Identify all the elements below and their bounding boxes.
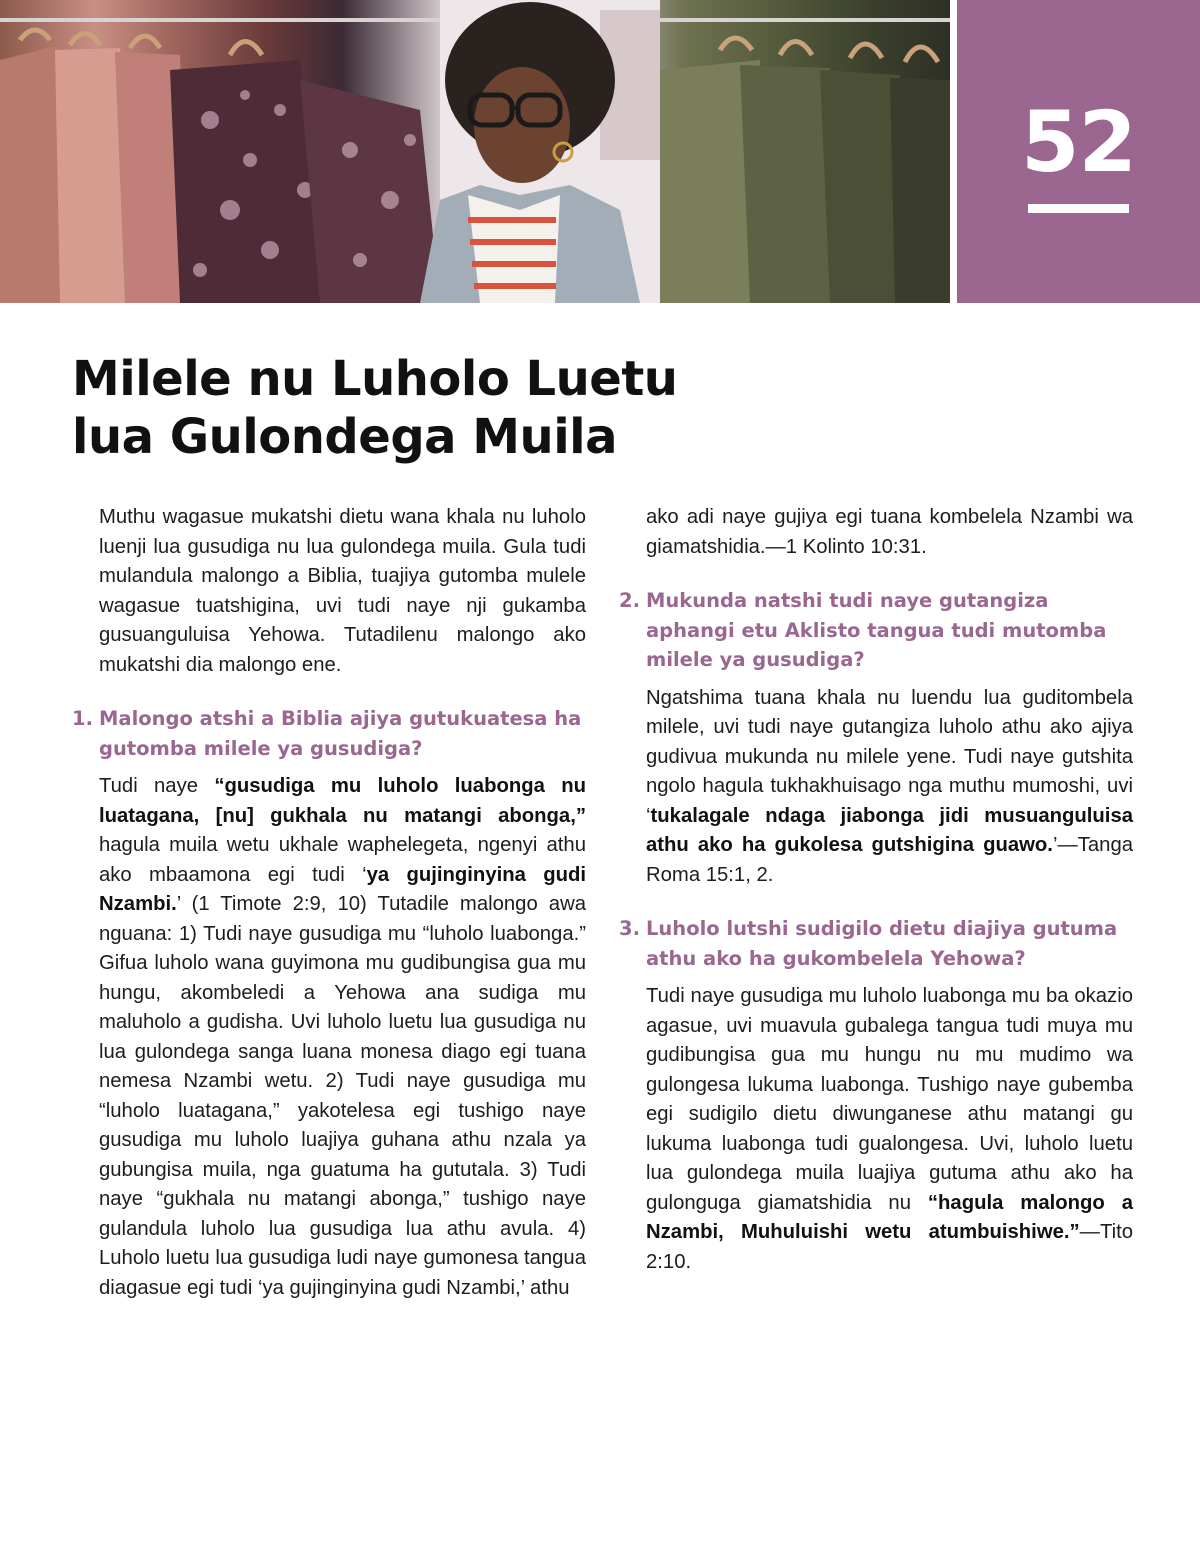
answer-1-continuation: ako adi naye gujiya egi tuana kombelela Nzambi wa giamatshidia.—1 Kolinto 10:31.	[646, 506, 1133, 558]
lesson-number-underline	[1028, 204, 1129, 213]
answer-3-paragraph	[619, 982, 1133, 1277]
page-title-line-1: Milele nu Luholo Luetu	[72, 351, 678, 407]
right-column	[619, 503, 1133, 1277]
answer-3-text-b: —Tito 2:10.	[646, 1221, 1133, 1273]
answer-2-bold: tukalagale ndaga jiabonga jidi musuanguluisa athu ako ha gukolesa gutshigina guawo.	[646, 804, 1133, 856]
answer-1-text-a: Tudi naye	[99, 775, 215, 797]
clothing-rack-illustration	[0, 0, 950, 303]
answer-3-text-a: Tudi naye gusudiga mu luholo luabonga mu ba okazio agasue, uvi muavula gubalega tangua tudi muya mu gudibungisa gua mu hungu nu mu mudimo wa gulongesa lukuma luabonga. Tushigo naye gubemba egi sudigilo dietu diwunganese athu matangi gu lukuma luabonga tudi gualongesa. Uvi, luholo luetu lua gulondega muila luajiya gutuma athu ako ha gulonguga giamatshidia nu	[646, 985, 1133, 1214]
answer-1-text-c: ’ (1 Timote 2:9, 10) Tutadile malongo awa nguana: 1) Tudi naye gusudiga mu “luholo luabonga.” Gifua luholo wana guyimona mu gudibungisa gua mu hungu, akombeledi a Yehowa ana sudiga mu maluholo a gudisha. Uvi luholo luetu lua gusudiga nu lua gulondega sanga luana monesa diago egi tuana nemesa Nzambi wetu. 2) Tudi naye gusudiga mu “luholo luatagana,” yakotelesa egi tushigo naye gusudiga mu luholo luajiya guhana athu nzala ya gubungisa muila, nga guatuma ha gututala. 3) Tudi naye “gukhala nu matangi abonga,” tushigo naye gulandula luholo lua gusudiga lua athu avula. 4) Luholo luetu lua gusudiga ludi naye gumonesa tangua diagasue egi tudi ‘ya gujinginyina gudi Nzambi,’ athu	[99, 893, 586, 1299]
left-column	[72, 503, 586, 1303]
question-3-heading	[619, 914, 1133, 973]
answer-2-paragraph	[619, 684, 1133, 891]
question-2-text: Mukunda natshi tudi naye gutangiza aphangi etu Aklisto tangua tudi mutomba milele ya gusudiga?	[646, 589, 1107, 671]
header-photo	[0, 0, 950, 303]
page-title	[72, 350, 692, 466]
question-1-heading	[72, 704, 586, 763]
lesson-number: 52	[1021, 93, 1136, 191]
intro-paragraph: Muthu wagasue mukatshi dietu wana khala nu luholo luenji lua gusudiga nu lua gulondega muila. Gula tudi mulandula malongo a Biblia, tuajiya gutomba mulele wagasue tuatshigina, uvi tudi naye nji gukamba gusuanguluisa Yehowa. Tutadilenu malongo ako mukatshi dia malongo ene.	[99, 506, 586, 676]
lesson-number-block	[957, 0, 1200, 303]
answer-1-paragraph	[72, 772, 586, 1303]
question-3-number: 3.	[619, 917, 640, 940]
question-1-number: 1.	[72, 707, 93, 730]
question-2-heading	[619, 586, 1133, 675]
question-2-number: 2.	[619, 589, 640, 612]
page-title-line-2: lua Gulondega Muila	[72, 409, 618, 465]
answer-1-bold-b: ya gujinginyina gudi Nzambi.	[99, 863, 587, 915]
answer-1-bold-a: “gusudiga mu luholo luabonga nu luatagana, [nu] gukhala nu matangi abonga,”	[99, 775, 586, 827]
question-3-text: Luholo lutshi sudigilo dietu diajiya gutuma athu ako ha gukombelela Yehowa?	[646, 917, 1118, 970]
answer-3-bold: “hagula malongo a Nzambi, Muhuluishi wetu atumbuishiwe.”	[646, 1191, 1133, 1243]
answer-2-text-a: Ngatshima tuana khala nu luendu lua guditombela milele, uvi tudi naye gutangiza luholo athu ako ajiya gudivua mukunda nu milele yene. Tudi naye gutshita ngolo hagula tukhakhuisago nga muthu mumoshi, uvi ‘	[646, 686, 1133, 827]
question-1-text: Malongo atshi a Biblia ajiya gutukuatesa ha gutomba milele ya gusudiga?	[99, 707, 582, 760]
answer-1-text-b: hagula muila wetu ukhale waphelegeta, ngenyi athu ako mbaamona egi tudi ‘	[99, 834, 586, 886]
answer-2-text-b: ’—Tanga Roma 15:1, 2.	[646, 834, 1133, 886]
